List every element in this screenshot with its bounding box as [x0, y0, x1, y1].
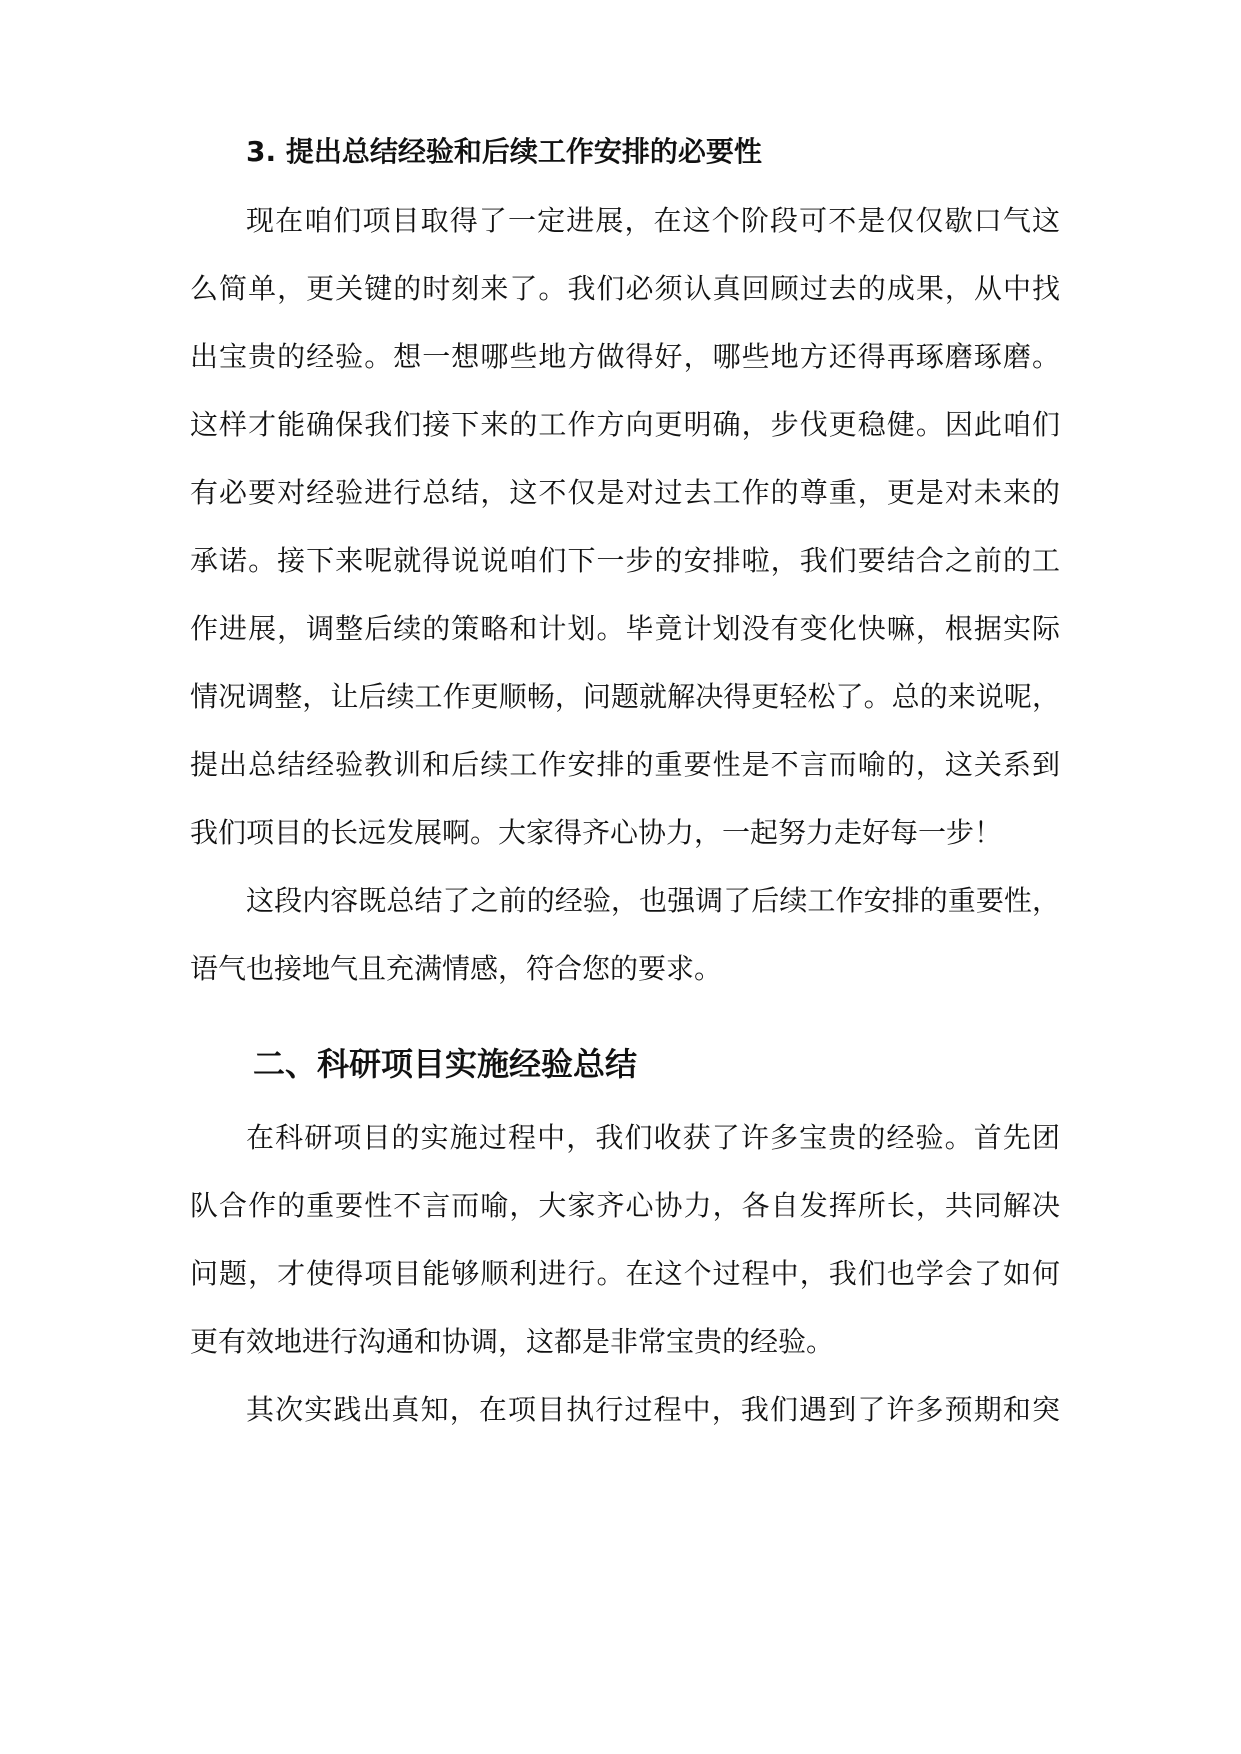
paragraph-line: 这段内容既总结了之前的经验，也强调了后续工作安排的重要性， — [246, 884, 1060, 917]
paragraph-line: 有必要对经验进行总结，这不仅是对过去工作的尊重，更是对未来的 — [190, 476, 1060, 509]
paragraph-line: 出宝贵的经验。想一想哪些地方做得好，哪些地方还得再琢磨琢磨。 — [190, 340, 1060, 373]
paragraph-line: 承诺。接下来呢就得说说咱们下一步的安排啦，我们要结合之前的工 — [190, 544, 1060, 577]
paragraph-line: 其次实践出真知，在项目执行过程中，我们遇到了许多预期和突 — [246, 1393, 1060, 1426]
section-heading: 二、科研项目实施经验总结 — [253, 1045, 638, 1083]
paragraph-line: 语气也接地气且充满情感，符合您的要求。 — [190, 952, 723, 985]
paragraph-line: 现在咱们项目取得了一定进展，在这个阶段可不是仅仅歇口气这 — [246, 204, 1060, 237]
paragraph-line: 情况调整，让后续工作更顺畅，问题就解决得更轻松了。总的来说呢， — [190, 680, 1060, 713]
paragraph-line: 作进展，调整后续的策略和计划。毕竟计划没有变化快嘛，根据实际 — [190, 612, 1060, 645]
paragraph-line: 更有效地进行沟通和协调，这都是非常宝贵的经验。 — [190, 1325, 835, 1358]
paragraph-line: 这样才能确保我们接下来的工作方向更明确，步伐更稳健。因此咱们 — [190, 408, 1060, 441]
paragraph-line: 队合作的重要性不言而喻，大家齐心协力，各自发挥所长，共同解决 — [190, 1189, 1060, 1222]
paragraph-line: 提出总结经验教训和后续工作安排的重要性是不言而喻的，这关系到 — [190, 748, 1060, 781]
paragraph-line: 问题，才使得项目能够顺利进行。在这个过程中，我们也学会了如何 — [190, 1257, 1060, 1290]
paragraph-line: 么简单，更关键的时刻来了。我们必须认真回顾过去的成果，从中找 — [190, 272, 1060, 305]
paragraph-line: 在科研项目的实施过程中，我们收获了许多宝贵的经验。首先团 — [246, 1121, 1060, 1154]
subheading: 3. 提出总结经验和后续工作安排的必要性 — [246, 135, 762, 168]
paragraph-line: 我们项目的长远发展啊。大家得齐心协力，一起努力走好每一步！ — [190, 816, 1003, 849]
